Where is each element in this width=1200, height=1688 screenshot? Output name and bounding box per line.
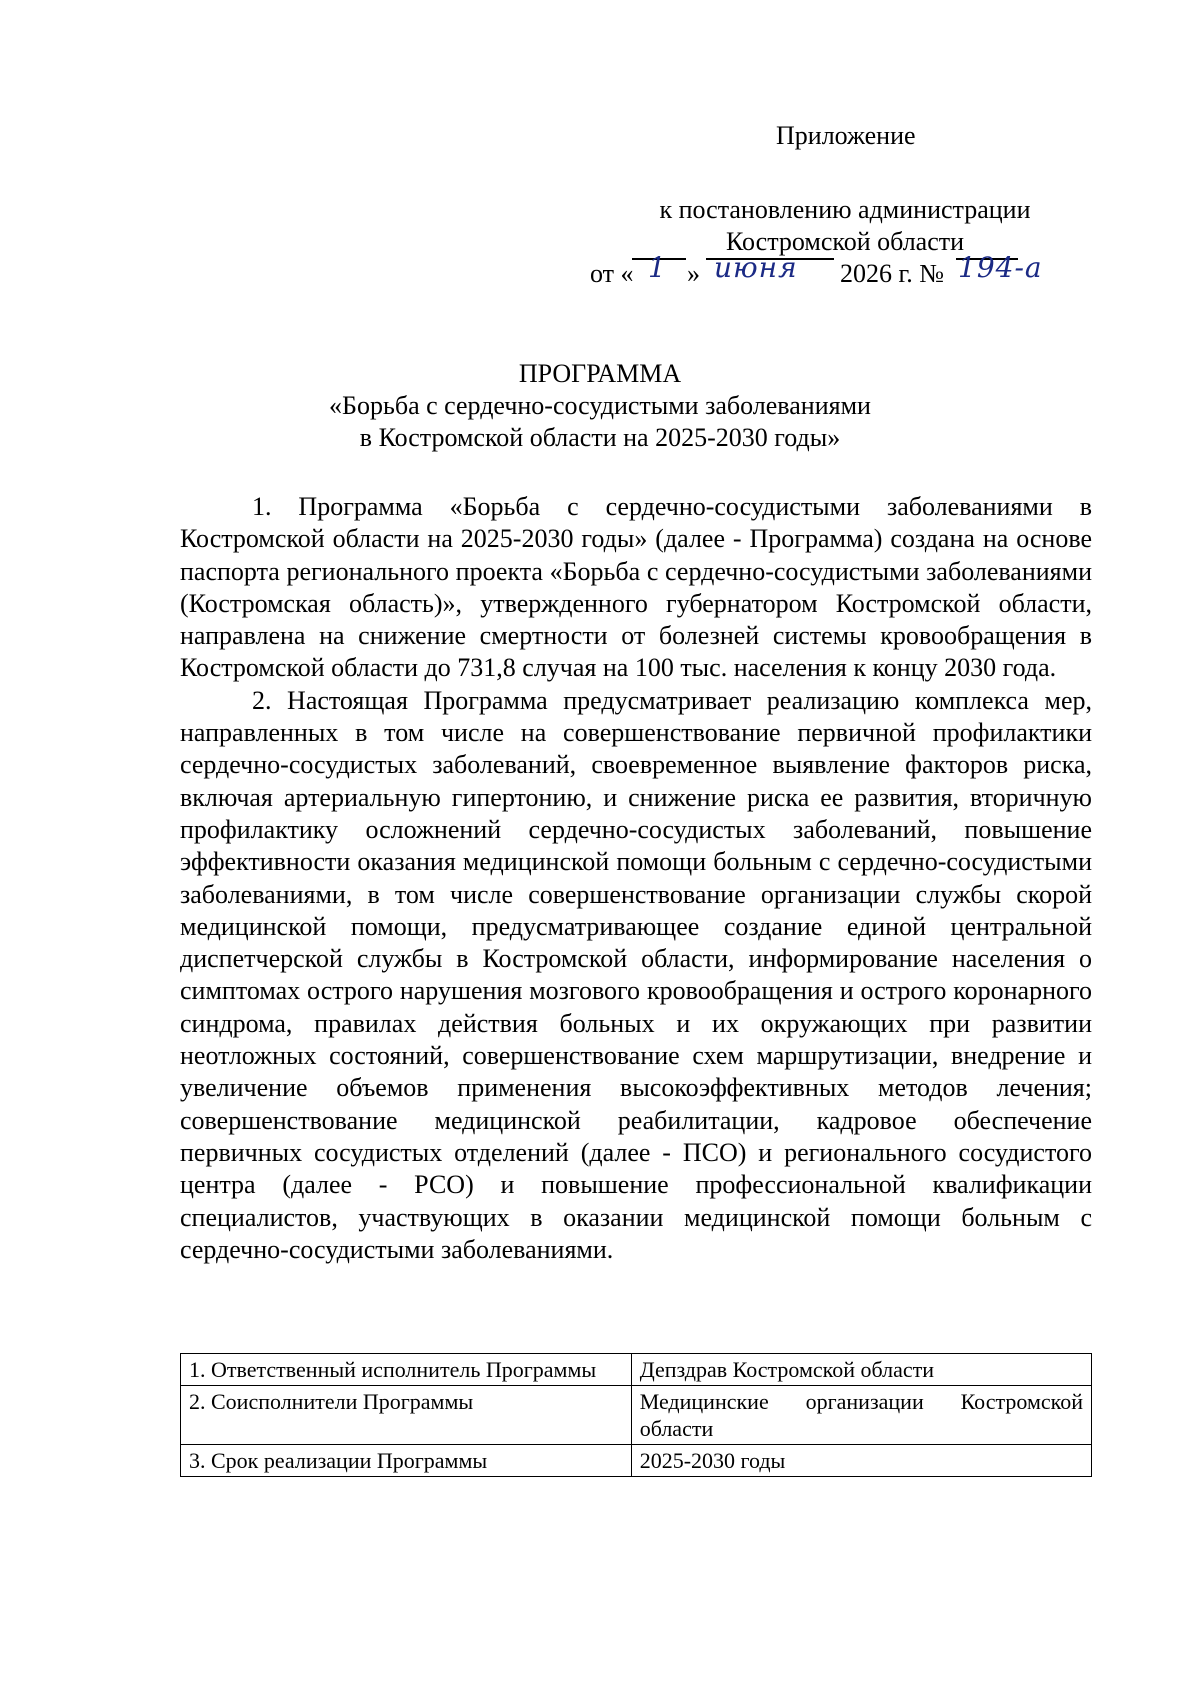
row-label: 2. Соисполнители Программы <box>181 1386 632 1445</box>
program-body <box>180 491 1092 1266</box>
decree-line-2: Костромской области <box>725 227 965 256</box>
paragraph-2: 2. Настоящая Программа предусматривает реализацию комплекса мер, направленных в том числе на совершенствование первичной профилактики сердечно-сосудистых заболеваний, своевременное выявление факторов риска, включая артериальную гипертонию, и снижение риска ее развития, вторичную профилактику осложнений сердечно-сосудистых заболеваний, повышение эффективности оказания медицинской помощи больным с сердечно-сосудистыми заболеваниями, в том числе совершенствование организации службы скорой медицинской помощи, предусматривающее создание единой центральной диспетчерской службы в Костромской области, информирование населения о симптомах острого нарушения мозгового кровообращения и острого коронарного синдрома, правилах действия больных и их окружающих при развитии неотложных состояний, совершенствование схем маршрутизации, внедрение и увеличение объемов применения высокоэффективных методов лечения; совершенствование медицинской реабилитации, кадровое обеспечение первичных сосудистых отделений (далее - ПСО) и регионального сосудистого центра (далее - РСО) и повышение профессиональной квалификации специалистов, участвующих в оказании медицинской помощи больным с сердечно-сосудистыми заболеваниями. <box>180 685 1092 1264</box>
program-title <box>0 358 1200 454</box>
table-row <box>181 1386 1092 1445</box>
date-prefix: от « <box>590 259 634 288</box>
table-row <box>181 1354 1092 1386</box>
row-value: Депздрав Костромской области <box>631 1354 1091 1386</box>
date-year-and-number-label: 2026 г. № <box>840 259 945 288</box>
date-quote-close: » <box>687 259 700 288</box>
row-label: 3. Срок реализации Программы <box>181 1445 632 1477</box>
date-day-handwritten: 1 <box>648 251 667 284</box>
table-row <box>181 1445 1092 1477</box>
row-value: Медицинские организации Костромской области <box>631 1386 1091 1445</box>
program-subtitle-line-1: «Борьба с сердечно-сосудистыми заболеваниями <box>329 391 871 420</box>
row-value: 2025-2030 годы <box>631 1445 1091 1477</box>
decree-line-1: к постановлению администрации <box>659 195 1031 224</box>
program-subtitle-line-2: в Костромской области на 2025-2030 годы» <box>359 423 841 452</box>
decree-reference <box>590 194 1070 290</box>
decree-number-handwritten: 194-а <box>958 251 1043 284</box>
program-passport-table <box>180 1353 1092 1477</box>
paragraph-1: 1. Программа «Борьба с сердечно-сосудистыми заболеваниями в Костромской области на 2025-2030 годы» (далее - Программа) создана на основе паспорта регионального проекта «Борьба с сердечно-сосудистыми заболеваниями (Костромская область)», утвержденного губернатором Костромской области, направлена на снижение смертности от болезней системы кровообращения в Костромской области до 731,8 случая на 100 тыс. населения к концу 2030 года. <box>180 492 1092 683</box>
decree-date-line <box>590 251 1070 290</box>
date-month-handwritten: июня <box>714 251 798 284</box>
program-heading: ПРОГРАММА <box>518 359 682 388</box>
appendix-label: Приложение <box>776 121 916 150</box>
row-label: 1. Ответственный исполнитель Программы <box>181 1354 632 1386</box>
